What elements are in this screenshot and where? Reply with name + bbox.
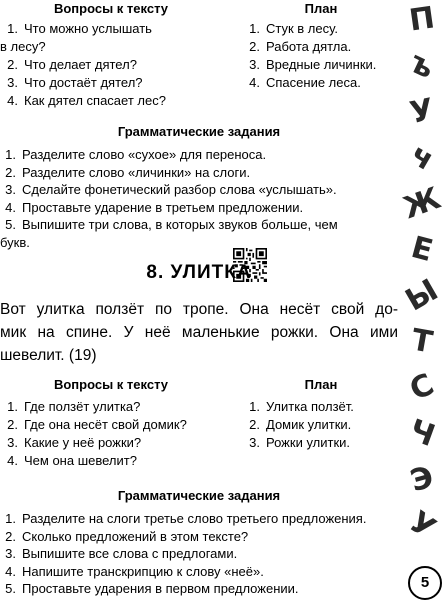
rail-letter: П [407, 0, 437, 39]
rail-letter: Ч [404, 412, 440, 455]
plan-item: 3. Вредные личинки. [249, 57, 377, 72]
question-item: 2. Что делает дятел? [7, 57, 137, 72]
question-item-continuation: в лесу? [0, 39, 46, 54]
questions-header: Вопросы к тексту [53, 1, 169, 16]
question-item: 1. Где ползёт улитка? [7, 399, 141, 414]
plan-header: План [304, 377, 338, 392]
story-line: мик на спине. У неё маленькие рожки. Она ими [0, 324, 398, 341]
chapter-title: 8. УЛИТКА [146, 262, 252, 283]
task-item: 4. Напишите транскрипцию к слову «неё». [5, 563, 264, 579]
rail-letter: У [402, 504, 442, 547]
plan-item: 2. Работа дятла. [249, 39, 352, 54]
question-item: 2. Где она несёт свой домик? [7, 417, 187, 432]
task-item: 5. Проставьте ударения в первом предложении. [5, 581, 299, 596]
section1-questions [0, 0, 222, 110]
rail-letter: С [404, 366, 440, 409]
task-item: 2. Разделите слово «личинки» на слоги. [5, 164, 251, 180]
rail-letter: ч [404, 137, 440, 178]
grammar-header: Грамматические задания [117, 124, 281, 139]
alphabet-rail [398, 0, 446, 600]
rail-letter: Е [407, 229, 437, 270]
rail-letter: Ж [398, 180, 446, 227]
question-item: 1. Что можно услышать [7, 21, 152, 36]
rail-letter: ъ [404, 44, 440, 87]
section1-tasks [0, 146, 398, 251]
rail-letter: У [407, 91, 437, 132]
task-item-continuation: букв. [0, 234, 30, 250]
section2-questions [0, 376, 222, 470]
question-item: 3. Что достаёт дятел? [7, 75, 143, 90]
rail-letter: Э [406, 459, 438, 500]
task-item: 2. Сколько предложений в этом тексте? [5, 528, 249, 544]
plan-item: 2. Домик улитки. [249, 417, 352, 432]
section2-plan [242, 376, 400, 452]
story-line: Вот улитка ползёт по тропе. Она несёт свой до- [0, 301, 398, 318]
plan-header: План [304, 1, 338, 16]
section1-plan [242, 0, 400, 92]
question-item: 4. Чем она шевелит? [7, 453, 137, 468]
task-item: 1. Разделите на слоги третье слово третьего предложения. [5, 511, 367, 526]
section2-tasks [0, 510, 398, 598]
task-item: 1. Разделите слово «сухое» для переноса. [5, 147, 267, 162]
story-line: шевелит. (19) [0, 347, 97, 364]
task-item: 4. Проставьте ударение в третьем предложении. [5, 199, 304, 215]
plan-item: 1. Улитка ползёт. [249, 399, 354, 414]
story-text [0, 298, 398, 367]
task-item: 3. Сделайте фонетический разбор слова «услышать». [5, 182, 337, 197]
plan-item: 1. Стук в лесу. [249, 21, 338, 36]
task-item: 3. Выпишите все слова с предлогами. [5, 546, 238, 561]
question-item: 4. Как дятел спасает лес? [7, 93, 166, 108]
question-item: 3. Какие у неё рожки? [7, 435, 142, 450]
rail-letter: Т [408, 322, 436, 361]
page-number: 5 [408, 566, 442, 600]
questions-header: Вопросы к тексту [53, 377, 169, 392]
rail-letter: Ы [399, 272, 445, 319]
plan-item: 4. Спасение леса. [249, 75, 361, 90]
plan-item: 3. Рожки улитки. [249, 435, 351, 450]
grammar-header: Грамматические задания [117, 488, 281, 503]
task-item: 5. Выпишите три слова, в которых звуков больше, чем [5, 217, 338, 232]
